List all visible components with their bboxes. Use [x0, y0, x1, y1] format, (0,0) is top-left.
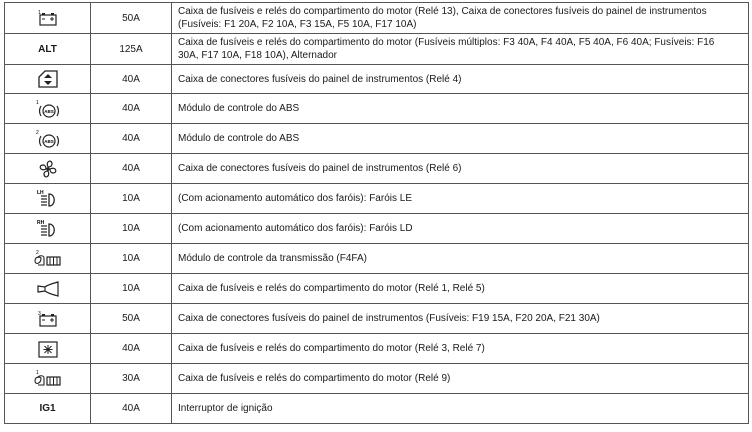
- table-row: [5, 274, 749, 304]
- description-cell: (Com acionamento automático dos faróis): Faróis LE: [172, 184, 749, 214]
- symbol-cell: [5, 334, 91, 364]
- amperage-cell: 10A: [91, 244, 172, 274]
- amperage-cell: 125A: [91, 34, 172, 65]
- table-row: [5, 394, 749, 424]
- description-cell: Caixa de conectores fusíveis do painel de instrumentos (Fusíveis: F19 15A, F20 20A, F21 30A): [172, 304, 749, 334]
- table-row: [5, 304, 749, 334]
- headlamp-icon: [36, 219, 60, 239]
- symbol-cell: [5, 3, 91, 34]
- table-row: [5, 214, 749, 244]
- symbol-cell: [5, 94, 91, 124]
- svg-text:RH: RH: [36, 219, 44, 226]
- symbol-cell: [5, 34, 91, 65]
- description-cell: Módulo de controle do ABS: [172, 124, 749, 154]
- symbol-cell: [5, 154, 91, 184]
- table-row: [5, 244, 749, 274]
- symbol-cell: [5, 214, 91, 244]
- headlamp-icon: [36, 189, 60, 209]
- table-row: [5, 364, 749, 394]
- amperage-cell: 40A: [91, 394, 172, 424]
- amperage-cell: 40A: [91, 65, 172, 94]
- svg-text:ABS: ABS: [43, 108, 54, 114]
- blower-fan-icon: [37, 158, 59, 180]
- description-cell: Caixa de fusíveis e relés do compartimento do motor (Relé 1, Relé 5): [172, 274, 749, 304]
- symbol-cell: [5, 124, 91, 154]
- svg-text:1: 1: [37, 10, 41, 16]
- table-row: [5, 94, 749, 124]
- engine-control-icon: [33, 249, 63, 269]
- table-row: [5, 34, 749, 65]
- description-cell: Interruptor de ignição: [172, 394, 749, 424]
- amperage-cell: 40A: [91, 154, 172, 184]
- svg-text:2: 2: [35, 249, 39, 256]
- symbol-cell: [5, 184, 91, 214]
- symbol-cell: [5, 274, 91, 304]
- description-cell: Caixa de fusíveis e relés do compartimento do motor (Relé 9): [172, 364, 749, 394]
- table-row: [5, 334, 749, 364]
- engine-control-icon: [33, 369, 63, 389]
- table-row: [5, 154, 749, 184]
- svg-text:3: 3: [37, 310, 41, 317]
- abs-icon: [35, 129, 61, 149]
- symbol-cell: [5, 364, 91, 394]
- description-cell: Caixa de conectores fusíveis do painel de instrumentos (Relé 4): [172, 65, 749, 94]
- alt-label: ALT: [38, 43, 57, 55]
- description-cell: Caixa de conectores fusíveis do painel de instrumentos (Relé 6): [172, 154, 749, 184]
- symbol-cell: [5, 244, 91, 274]
- amperage-cell: 40A: [91, 334, 172, 364]
- symbol-cell: [5, 304, 91, 334]
- amperage-cell: 10A: [91, 274, 172, 304]
- description-cell: (Com acionamento automático dos faróis): Faróis LD: [172, 214, 749, 244]
- description-cell: Caixa de fusíveis e relés do compartimento do motor (Relé 3, Relé 7): [172, 334, 749, 364]
- symbol-cell: [5, 394, 91, 424]
- amperage-cell: 10A: [91, 214, 172, 244]
- amperage-cell: 30A: [91, 364, 172, 394]
- table-row: [5, 65, 749, 94]
- cooling-fan-icon: [37, 339, 59, 359]
- description-cell: Módulo de controle do ABS: [172, 94, 749, 124]
- description-cell: Caixa de fusíveis e relés do compartimento do motor (Relé 13), Caixa de conectores fusíveis do painel de instrumentos (Fusíveis: F1 20A, F2 10A, F3 15A, F5 10A, F17 10A): [172, 3, 749, 34]
- amperage-cell: 10A: [91, 184, 172, 214]
- table-row: [5, 3, 749, 34]
- table-row: [5, 184, 749, 214]
- battery-icon: [36, 310, 60, 328]
- description-cell: Caixa de fusíveis e relés do compartimento do motor (Fusíveis múltiplos: F3 40A, F4 40A, F5 40A, F6 40A; Fusíveis: F16 30A, F17 10A, F18 10A), Alternador: [172, 34, 749, 65]
- ig1-label: IG1: [39, 403, 56, 414]
- symbol-cell: [5, 65, 91, 94]
- abs-icon: [35, 99, 61, 119]
- power-window-icon: [37, 69, 59, 89]
- table-row: [5, 124, 749, 154]
- amperage-cell: 40A: [91, 94, 172, 124]
- amperage-cell: 50A: [91, 304, 172, 334]
- horn-icon: [35, 280, 61, 298]
- svg-text:2: 2: [35, 129, 39, 136]
- amperage-cell: 50A: [91, 3, 172, 34]
- fuse-table: [4, 2, 749, 424]
- svg-text:1: 1: [35, 99, 39, 106]
- svg-text:LH: LH: [36, 189, 44, 196]
- description-cell: Módulo de controle da transmissão (F4FA): [172, 244, 749, 274]
- amperage-cell: 40A: [91, 124, 172, 154]
- svg-text:ABS: ABS: [43, 138, 54, 144]
- battery-icon: [36, 9, 60, 27]
- svg-text:1: 1: [35, 369, 39, 376]
